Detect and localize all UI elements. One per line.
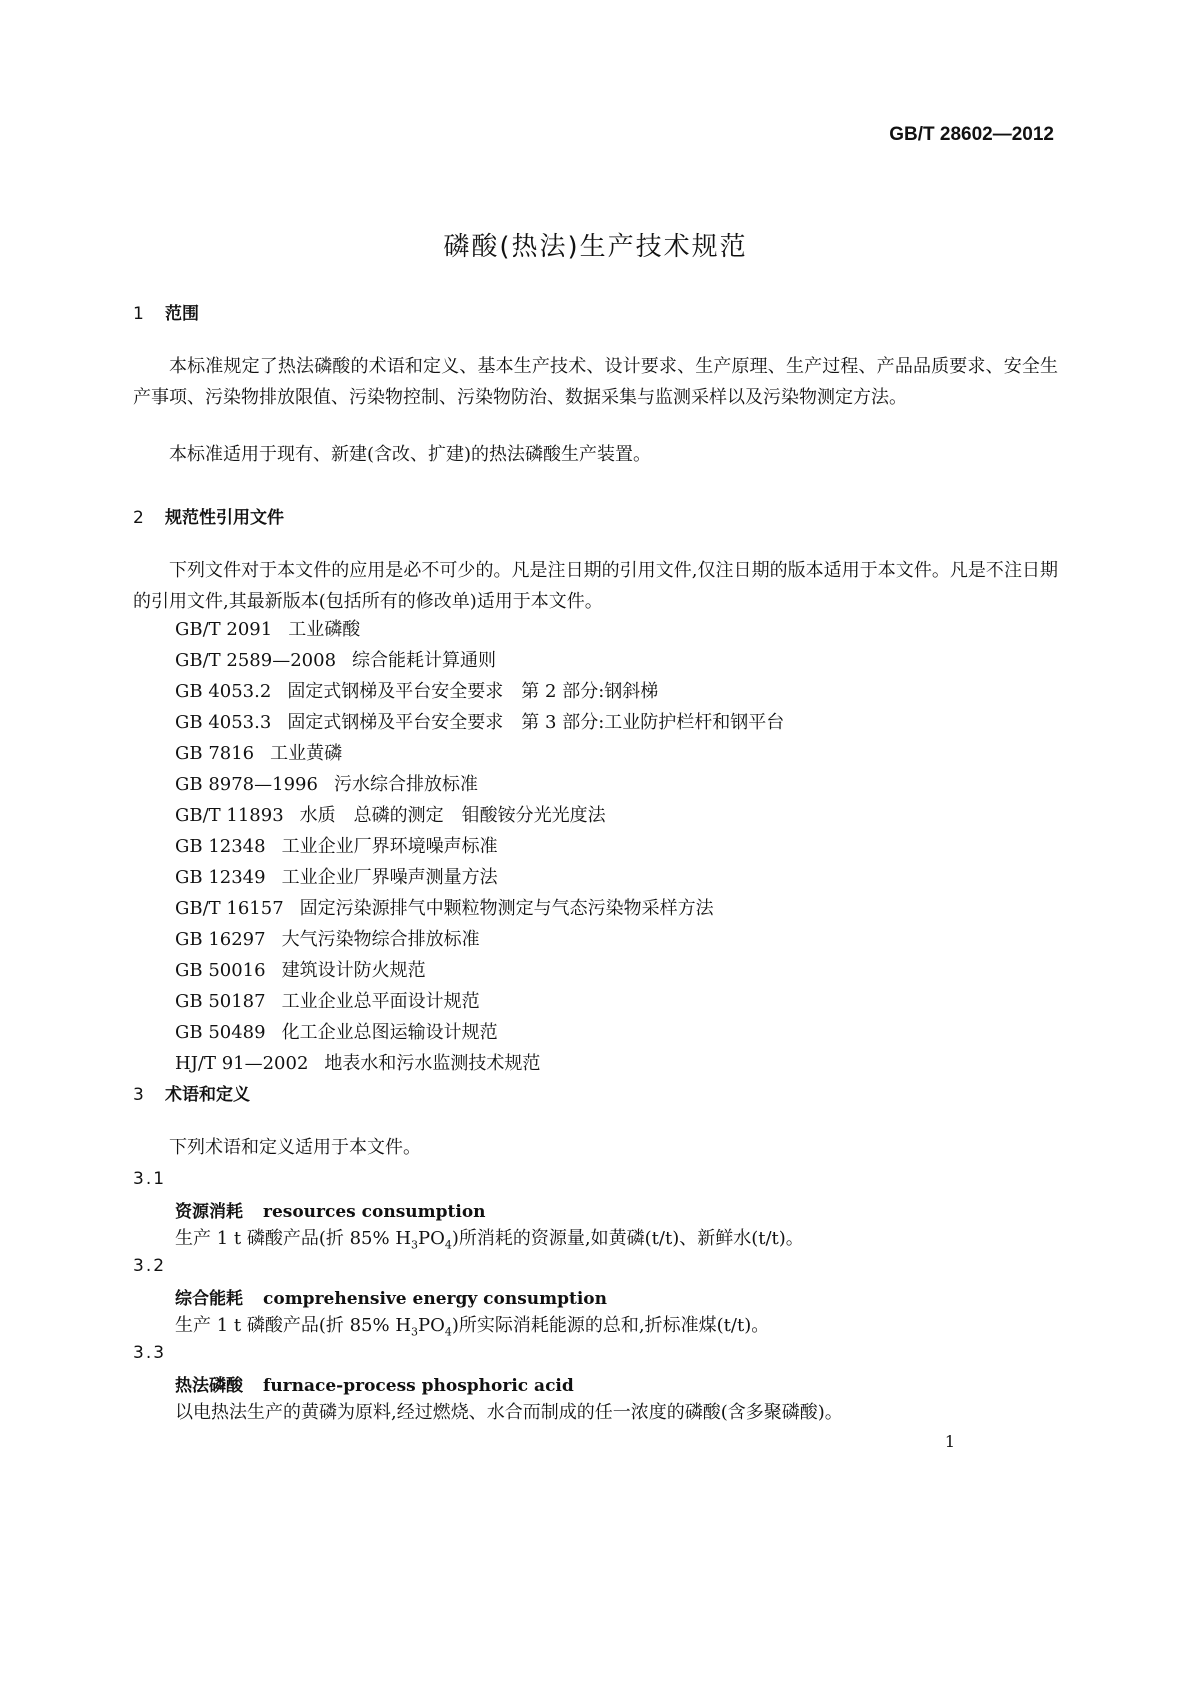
reference-item [175,862,784,893]
reference-title: 固定式钢梯及平台安全要求 第 3 部分:工业防护栏杆和钢平台 [287,712,785,733]
section-1-paragraph-2: 本标准适用于现有、新建(含改、扩建)的热法磷酸生产装置。 [169,444,652,465]
reference-title: 水质 总磷的测定 钼酸铵分光光度法 [299,805,606,826]
reference-item [175,676,784,707]
reference-item [175,955,784,986]
reference-title: 固定式钢梯及平台安全要求 第 2 部分:钢斜梯 [287,681,659,702]
reference-list [175,614,784,1079]
term-english: comprehensive energy consumption [263,1289,608,1309]
reference-code: HJ/T 91—2002 [175,1053,309,1074]
term-entry [175,1284,607,1309]
reference-code: GB 12348 [175,836,266,857]
definition-text: PO [418,1228,445,1249]
reference-title: 工业企业厂界环境噪声标准 [281,836,498,857]
definition-text: 生产 1 t 磷酸产品(折 85% H [175,1228,412,1249]
term-number: 3.1 [133,1169,167,1189]
reference-code: GB 50016 [175,960,266,981]
reference-item [175,707,784,738]
reference-item [175,831,784,862]
term-number: 3.2 [133,1256,167,1276]
standard-number: GB/T 28602—2012 [889,124,1054,145]
reference-code: GB 8978—1996 [175,774,318,795]
reference-title: 工业企业厂界噪声测量方法 [281,867,498,888]
reference-code: GB 7816 [175,743,255,764]
reference-title: 污水综合排放标准 [333,774,478,795]
section-number: 2 [133,508,144,528]
section-title: 范围 [165,304,199,324]
section-2-heading [133,503,284,528]
definition-text: PO [418,1315,445,1336]
reference-item [175,769,784,800]
term-english: resources consumption [263,1202,486,1222]
reference-item [175,986,784,1017]
subscript: 4 [444,1325,452,1339]
section-2-intro: 下列文件对于本文件的应用是必不可少的。凡是注日期的引用文件,仅注日期的版本适用于本文件。凡是不注日期的引用文件,其最新版本(包括所有的修改单)适用于本文件。 [133,560,1058,612]
section-1-paragraph-1: 本标准规定了热法磷酸的术语和定义、基本生产技术、设计要求、生产原理、生产过程、产品品质要求、安全生产事项、污染物排放限值、污染物控制、污染物防治、数据采集与监测采样以及污染物测定方法。 [133,356,1058,408]
reference-item [175,800,784,831]
reference-code: GB 50187 [175,991,266,1012]
term-number: 3.3 [133,1343,167,1363]
reference-title: 工业黄磷 [270,743,343,764]
definition-text: )所实际消耗能源的总和,折标准煤(t/t)。 [451,1315,770,1336]
reference-item [175,1048,784,1079]
reference-item [175,645,784,676]
reference-code: GB 12349 [175,867,266,888]
term-entry [175,1371,574,1396]
reference-code: GB 4053.3 [175,712,272,733]
subscript: 3 [411,1238,419,1252]
term-chinese: 热法磷酸 [175,1376,243,1396]
reference-code: GB/T 2091 [175,619,273,640]
section-3-intro: 下列术语和定义适用于本文件。 [169,1137,421,1158]
section-title: 术语和定义 [165,1085,250,1105]
reference-code: GB/T 16157 [175,898,284,919]
reference-title: 工业磷酸 [288,619,361,640]
term-entry [175,1197,486,1222]
reference-item [175,893,784,924]
section-1-heading [133,299,199,324]
term-definition: 以电热法生产的黄磷为原料,经过燃烧、水合而制成的任一浓度的磷酸(含多聚磷酸)。 [175,1402,843,1423]
document-title: 磷酸(热法)生产技术规范 [443,232,748,262]
section-number: 1 [133,304,144,324]
section-title: 规范性引用文件 [165,508,284,528]
reference-title: 地表水和污水监测技术规范 [324,1053,541,1074]
reference-item [175,1017,784,1048]
term-definition [175,1311,769,1339]
reference-code: GB 4053.2 [175,681,272,702]
reference-title: 大气污染物综合排放标准 [281,929,480,950]
section-number: 3 [133,1085,144,1105]
reference-title: 化工企业总图运输设计规范 [281,1022,498,1043]
page-number: 1 [944,1432,955,1451]
term-chinese: 综合能耗 [175,1289,243,1309]
reference-title: 固定污染源排气中颗粒物测定与气态污染物采样方法 [299,898,714,919]
definition-text: 生产 1 t 磷酸产品(折 85% H [175,1315,412,1336]
reference-title: 建筑设计防火规范 [281,960,426,981]
term-chinese: 资源消耗 [175,1202,243,1222]
reference-item [175,614,784,645]
subscript: 4 [444,1238,452,1252]
reference-item [175,924,784,955]
reference-title: 工业企业总平面设计规范 [281,991,480,1012]
reference-code: GB/T 2589—2008 [175,650,337,671]
reference-item [175,738,784,769]
reference-title: 综合能耗计算通则 [352,650,497,671]
subscript: 3 [411,1325,419,1339]
term-definition [175,1224,804,1252]
section-3-heading [133,1080,250,1105]
reference-code: GB 50489 [175,1022,266,1043]
definition-text: )所消耗的资源量,如黄磷(t/t)、新鲜水(t/t)。 [451,1228,804,1249]
reference-code: GB 16297 [175,929,266,950]
term-english: furnace-process phosphoric acid [263,1376,574,1396]
reference-code: GB/T 11893 [175,805,284,826]
